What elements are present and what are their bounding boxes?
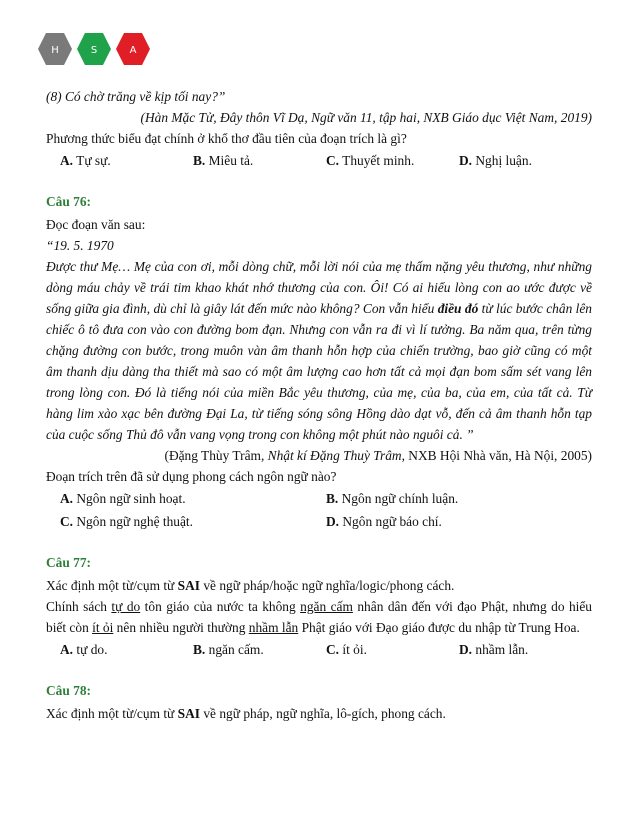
q76-title: Câu 76: <box>46 194 92 209</box>
logo-letter-h: H <box>51 45 59 56</box>
q77-option-b[interactable]: B. ngăn cấm. <box>193 642 264 657</box>
q78-instruction: Xác định một từ/cụm từ SAI về ngữ pháp, ngữ nghĩa, lô-gích, phong cách. <box>46 706 446 721</box>
logo-letter-s: S <box>90 45 98 56</box>
q76-option-d[interactable]: D. Ngôn ngữ báo chí. <box>326 514 442 529</box>
q76-prompt: Đoạn trích trên đã sử dụng phong cách ngôn ngữ nào? <box>46 469 337 484</box>
q76-options-row2 <box>60 510 592 533</box>
q75-option-b[interactable]: B. Miêu tả. <box>193 153 254 168</box>
q76-date: “19. 5. 1970 <box>46 238 114 253</box>
q77-instruction: Xác định một từ/cụm từ SAI về ngữ pháp/hoặc ngữ nghĩa/logic/phong cách. <box>46 578 455 593</box>
q77-underline-1: tự do <box>111 599 141 614</box>
q75-option-d[interactable]: D. Nghị luận. <box>459 153 532 168</box>
q76-source: (Đặng Thùy Trâm, Nhật kí Đặng Thuỳ Trâm, NXB Hội Nhà văn, Hà Nội, 2005) <box>164 448 592 463</box>
q77-underline-2: ngăn cấm <box>300 599 353 614</box>
q75-option-a[interactable]: A. Tự sự. <box>60 153 111 168</box>
q77-options <box>60 638 592 661</box>
q76-passage-bold: điều đó <box>437 301 479 316</box>
logo-letter-a: A <box>129 45 137 56</box>
q76-passage: Được thư Mẹ… Mẹ của con ơi, mỗi dòng chữ, mỗi lời nói của mẹ thấm nặng yêu thương, như những dòng máu chảy về trái tim khao khát nhớ thương của con. Ôi! Có ai hiểu lòng con ao ước được về sống giữa gia đình, dù chỉ là giây lát đến mức nào không? Con vẫn hiểu điều đó từ lúc bước chân lên chiếc ô tô đưa con vào con đường bom đạn. Nhưng con vẫn ra đi vì lí tưởng. Ba năm qua, trên từng chặng đường con bước, trong muôn vàn âm thanh hỗn hợp của chiến trường, bao giờ cũng có một âm thanh dịu dàng tha thiết mà sao có một âm lượng cao hơn tất cả mọi đạn bom sấm sét vang lên trong lòng con. Đó là tiếng nói của miền Bắc yêu thương, của mẹ, của ba, của em, của tất cả. Từ hàng lim xào xạc bên đường Đại La, từ tiếng sóng sông Hồng dào dạt vỗ, đến cả âm thanh hỗn tạp của cuộc sống Thủ đô vẫn vang vọng trong con không một phút nào nguôi cả. ” <box>46 259 592 442</box>
document-page <box>46 86 592 724</box>
q77-option-c[interactable]: C. ít ỏi. <box>326 642 367 657</box>
q77-option-a[interactable]: A. tự do. <box>60 642 108 657</box>
poem-line-8: (8) Có chờ trăng về kịp tối nay?” <box>46 89 226 104</box>
q77-title: Câu 77: <box>46 555 92 570</box>
q75-option-c[interactable]: C. Thuyết minh. <box>326 153 415 168</box>
q76-option-b[interactable]: B. Ngôn ngữ chính luận. <box>326 491 459 506</box>
q77-underline-3: ít ỏi <box>92 620 114 635</box>
q76-option-c[interactable]: C. Ngôn ngữ nghệ thuật. <box>60 514 193 529</box>
q76-option-a[interactable]: A. Ngôn ngữ sinh hoạt. <box>60 491 186 506</box>
q76-instruction: Đọc đoạn văn sau: <box>46 217 146 232</box>
q77-option-d[interactable]: D. nhầm lẫn. <box>459 642 529 657</box>
hsa-logo <box>38 33 150 65</box>
q76-options-row1 <box>60 487 592 510</box>
q78-title: Câu 78: <box>46 683 92 698</box>
poem-source: (Hàn Mặc Tử, Đây thôn Vĩ Dạ, Ngữ văn 11, tập hai, NXB Giáo dục Việt Nam, 2019) <box>140 110 592 125</box>
q75-options <box>60 149 592 172</box>
q77-underline-4: nhầm lẫn <box>248 620 299 635</box>
q77-sentence: Chính sách tự do tôn giáo của nước ta không ngăn cấm nhân dân đến với đạo Phật, nhưng do hiểu biết còn ít ỏi nên nhiều người thường nhầm lẫn Phật giáo với Đạo giáo được du nhập từ Trung Hoa. <box>46 599 593 635</box>
q75-prompt: Phương thức biểu đạt chính ở khổ thơ đầu tiên của đoạn trích là gì? <box>46 131 407 146</box>
